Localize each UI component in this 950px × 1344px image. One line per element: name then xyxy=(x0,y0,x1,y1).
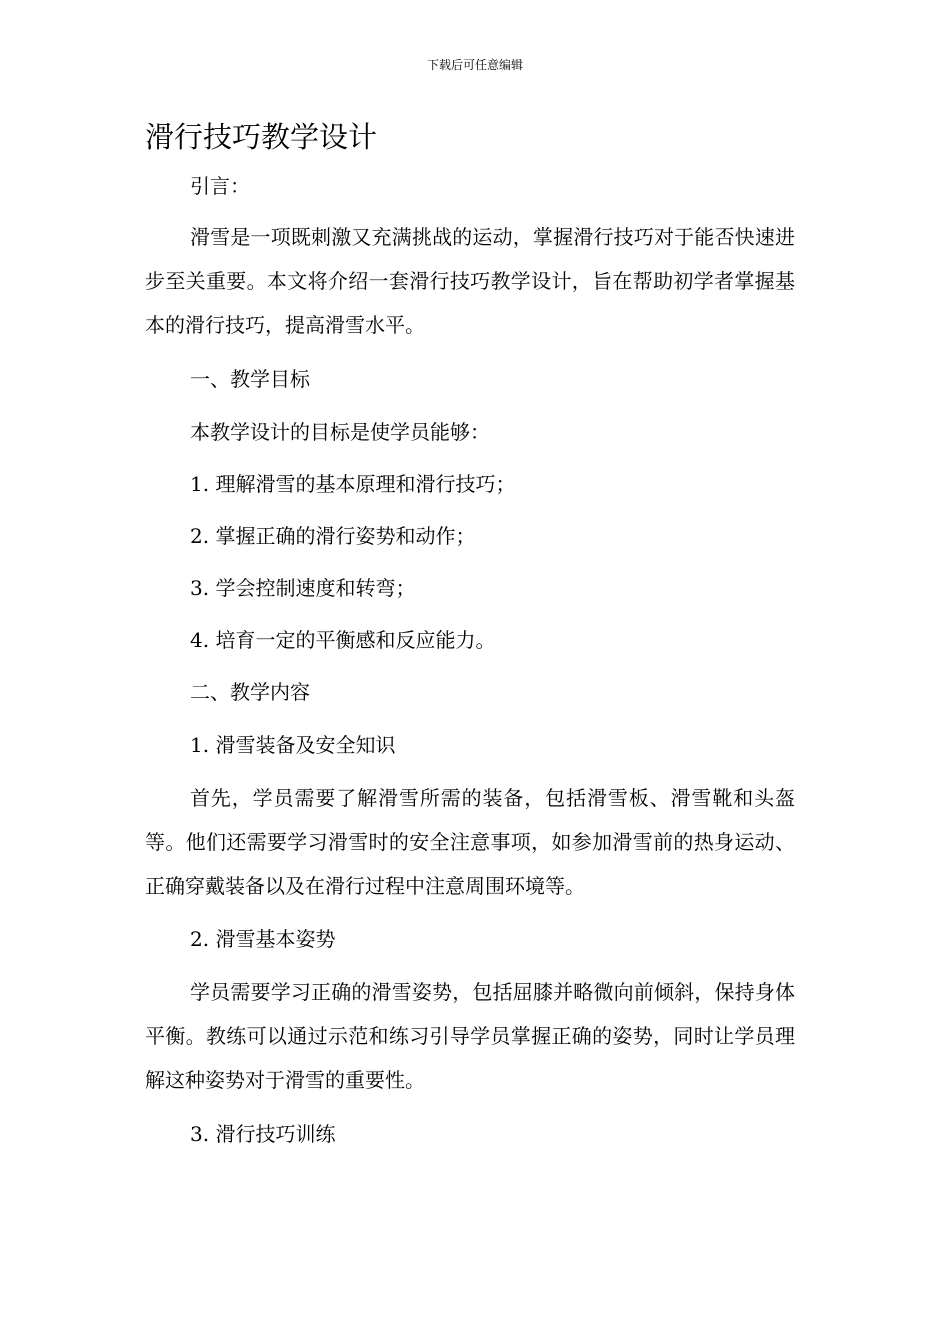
document-title: 滑行技巧教学设计 xyxy=(145,120,378,154)
objective-item: 1. 理解滑雪的基本原理和滑行技巧； xyxy=(190,472,516,496)
subheading-gliding-training: 3. 滑行技巧训练 xyxy=(190,1122,336,1146)
intro-label: 引言： xyxy=(190,174,250,198)
basic-posture-paragraph: 学员需要学习正确的滑雪姿势，包括屈膝并略微向前倾斜，保持身体平衡。教练可以通过示范和练习引导学员掌握正确的姿势，同时让学员理解这种姿势对于滑雪的重要性。 xyxy=(145,980,795,1092)
equipment-safety-paragraph: 首先，学员需要了解滑雪所需的装备，包括滑雪板、滑雪靴和头盔等。他们还需要学习滑雪时的安全注意事项，如参加滑雪前的热身运动、正确穿戴装备以及在滑行过程中注意周围环境等。 xyxy=(145,786,795,898)
objectives-lead: 本教学设计的目标是使学员能够： xyxy=(190,420,490,444)
header-note: 下载后可任意编辑 xyxy=(426,58,523,72)
subheading-equipment-safety: 1. 滑雪装备及安全知识 xyxy=(190,733,396,757)
objective-item: 3. 学会控制速度和转弯； xyxy=(190,576,416,600)
section-heading-objectives: 一、教学目标 xyxy=(190,367,310,391)
objective-item: 2. 掌握正确的滑行姿势和动作； xyxy=(190,524,476,548)
intro-paragraph: 滑雪是一项既刺激又充满挑战的运动，掌握滑行技巧对于能否快速进步至关重要。本文将介绍一套滑行技巧教学设计，旨在帮助初学者掌握基本的滑行技巧，提高滑雪水平。 xyxy=(145,225,795,337)
subheading-basic-posture: 2. 滑雪基本姿势 xyxy=(190,927,336,951)
section-heading-content: 二、教学内容 xyxy=(190,680,310,704)
objective-item: 4. 培育一定的平衡感和反应能力。 xyxy=(190,628,496,652)
